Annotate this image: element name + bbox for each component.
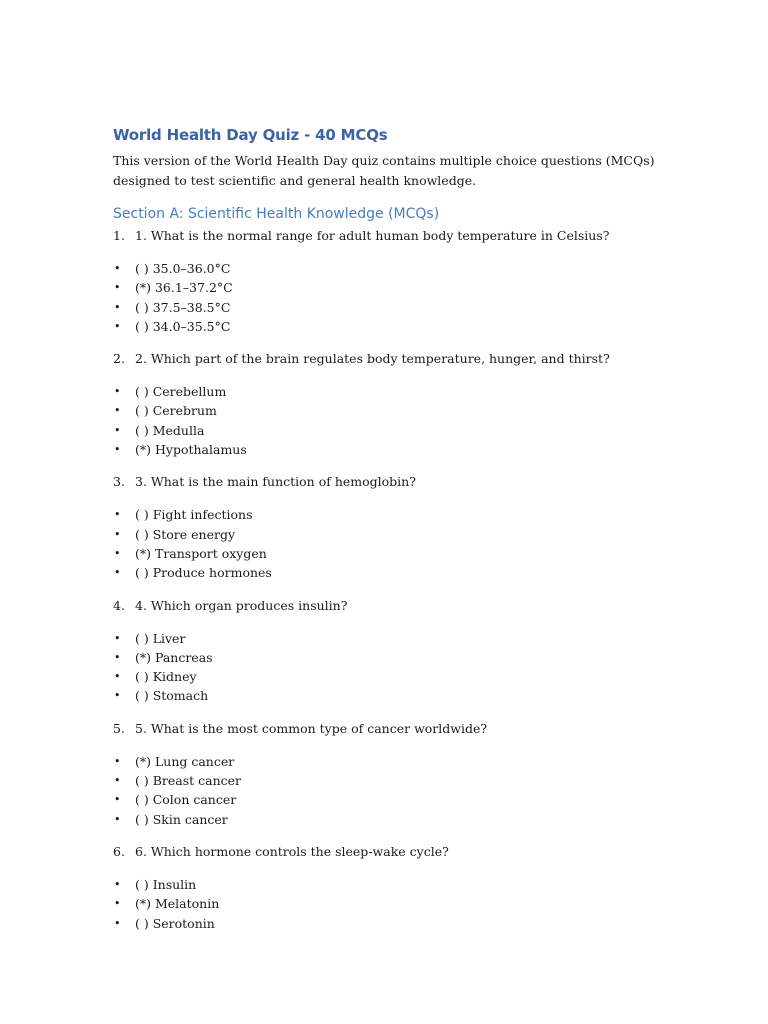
bullet-icon: • [114, 262, 121, 275]
option [113, 790, 713, 809]
question-3-options [113, 505, 713, 582]
bullet-icon: • [114, 385, 121, 399]
question-6-text [113, 843, 713, 861]
option-label: ( ) Medulla [135, 422, 205, 438]
option-label: ( ) Colon cancer [135, 792, 237, 808]
bullet-icon: • [114, 508, 121, 522]
option [113, 914, 713, 933]
question-5-prompt: 5. What is the most common type of cancer worldwide? [135, 720, 488, 736]
question-list [113, 227, 713, 933]
question-3-number: 3. [113, 474, 125, 490]
bullet-icon: • [114, 566, 121, 580]
question-1-options [113, 259, 713, 336]
option [113, 752, 713, 771]
document-title: World Health Day Quiz - 40 MCQs [113, 126, 388, 144]
question-5-number: 5. [113, 720, 125, 736]
bullet-icon: • [114, 319, 121, 333]
intro-paragraph: This version of the World Health Day quiz contains multiple choice questions (MCQs) designed to test scientific and general health knowledge. [113, 153, 655, 188]
question-1-text [113, 227, 713, 245]
bullet-icon: • [114, 650, 121, 664]
option-label: ( ) 35.0–36.0°C [135, 261, 231, 276]
option-label: ( ) Liver [135, 630, 186, 646]
bullet-icon: • [114, 546, 121, 560]
question-5-options [113, 752, 713, 829]
document-page [113, 124, 713, 947]
bullet-icon: • [114, 631, 121, 645]
option-label: (*) Lung cancer [135, 753, 235, 769]
question-6-prompt: 6. Which hormone controls the sleep-wake cycle? [135, 843, 449, 859]
option [113, 648, 713, 667]
option [113, 525, 713, 544]
option-label: ( ) 37.5–38.5°C [135, 299, 231, 315]
bullet-icon: • [114, 404, 121, 418]
bullet-icon: • [114, 281, 121, 295]
option [113, 317, 713, 336]
bullet-icon: • [114, 897, 121, 911]
question-2-prompt: 2. Which part of the brain regulates body temperature, hunger, and thirst? [135, 351, 610, 367]
bullet-icon: • [114, 774, 121, 788]
option [113, 298, 713, 317]
question-2-options [113, 382, 713, 459]
question-4-number: 4. [113, 597, 125, 613]
question-2-number: 2. [113, 351, 125, 367]
option [113, 894, 713, 913]
option-label: ( ) Cerebrum [135, 403, 217, 419]
option-label: (*) Melatonin [135, 896, 220, 912]
option [113, 440, 713, 459]
option-label: ( ) 34.0–35.5°C [135, 318, 231, 334]
option-label: ( ) Stomach [135, 688, 209, 704]
option-label: ( ) Kidney [135, 669, 197, 685]
option-label: ( ) Insulin [135, 876, 197, 892]
question-3 [113, 473, 713, 582]
option [113, 401, 713, 420]
bullet-icon: • [114, 916, 121, 930]
bullet-icon: • [114, 670, 121, 684]
question-4 [113, 597, 713, 706]
option [113, 421, 713, 440]
question-1-prompt: 1. What is the normal range for adult human body temperature in Celsius? [135, 228, 610, 243]
bullet-icon: • [114, 443, 121, 457]
question-1-number: 1. [113, 228, 125, 243]
bullet-icon: • [114, 812, 121, 826]
option [113, 875, 713, 894]
question-1 [113, 227, 713, 336]
bullet-icon: • [114, 423, 121, 437]
option-label: (*) 36.1–37.2°C [135, 280, 233, 296]
option [113, 259, 713, 278]
option-label: ( ) Store energy [135, 526, 236, 542]
option [113, 382, 713, 401]
option-label: ( ) Produce hormones [135, 565, 272, 581]
question-2-text [113, 350, 713, 368]
question-6-options [113, 875, 713, 933]
option-label: (*) Pancreas [135, 649, 213, 665]
question-2 [113, 350, 713, 459]
question-4-options [113, 629, 713, 706]
bullet-icon: • [114, 754, 121, 768]
section-a-heading: Section A: Scientific Health Knowledge (MCQs) [113, 206, 440, 222]
question-3-text [113, 473, 713, 491]
option [113, 810, 713, 829]
option-label: ( ) Cerebellum [135, 384, 227, 400]
question-5 [113, 720, 713, 829]
option [113, 667, 713, 686]
bullet-icon: • [114, 689, 121, 703]
option-label: ( ) Fight infections [135, 507, 253, 523]
option-label: ( ) Breast cancer [135, 773, 241, 789]
option-label: (*) Transport oxygen [135, 545, 267, 561]
option [113, 771, 713, 790]
option-label: ( ) Serotonin [135, 915, 215, 931]
question-6 [113, 843, 713, 933]
option-label: ( ) Skin cancer [135, 811, 228, 827]
question-4-text [113, 597, 713, 615]
option [113, 629, 713, 648]
option [113, 563, 713, 582]
question-4-prompt: 4. Which organ produces insulin? [135, 597, 348, 613]
option [113, 544, 713, 563]
option [113, 686, 713, 705]
question-6-number: 6. [113, 843, 125, 859]
option-label: (*) Hypothalamus [135, 442, 247, 458]
question-5-text [113, 720, 713, 738]
option [113, 278, 713, 297]
bullet-icon: • [114, 877, 121, 891]
bullet-icon: • [114, 793, 121, 807]
option [113, 505, 713, 524]
bullet-icon: • [114, 527, 121, 541]
question-3-prompt: 3. What is the main function of hemoglobin? [135, 474, 416, 490]
bullet-icon: • [114, 300, 121, 314]
